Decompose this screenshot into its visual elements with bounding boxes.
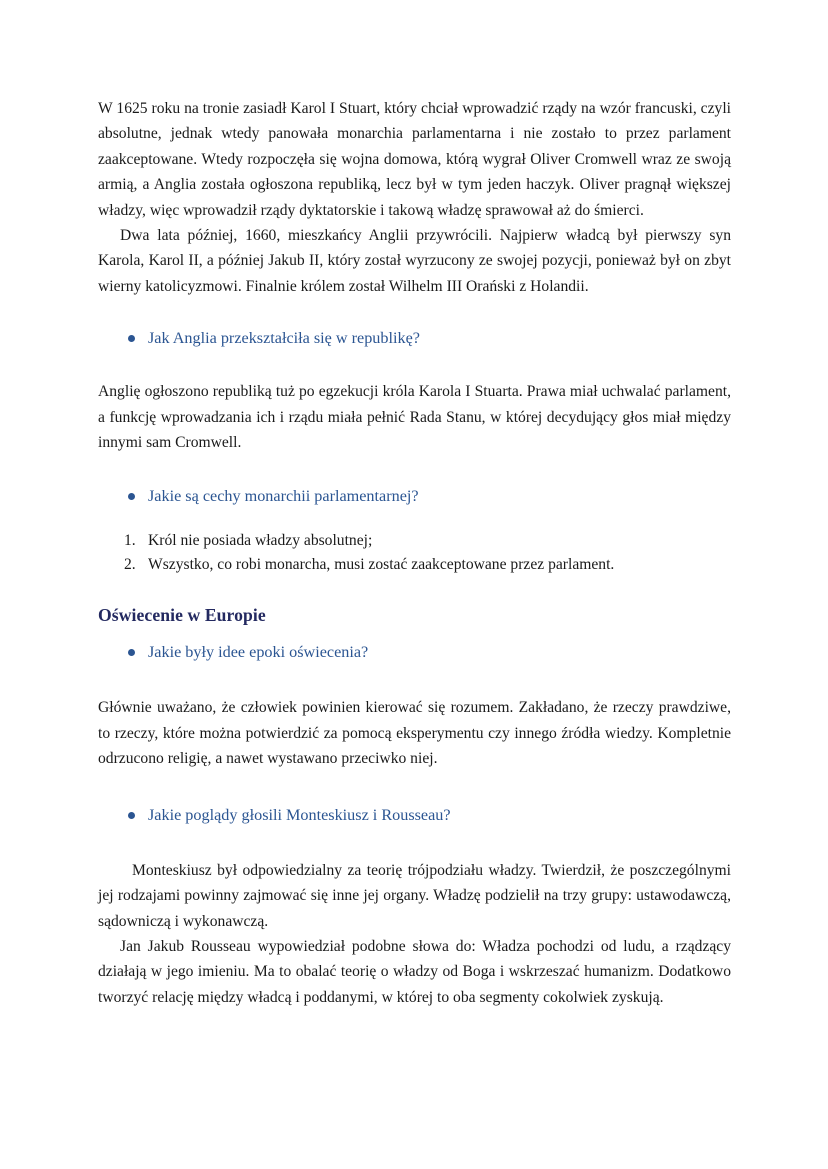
- question-heading-3: [98, 639, 731, 665]
- spacer: [98, 455, 731, 483]
- list-item-number: 2.: [124, 556, 136, 574]
- paragraph-4: Głównie uważano, że człowiek powinien kierować się rozumem. Zakładano, że rzeczy prawdziwe, to rzeczy, które można potwierdzić za pomocą eksperymentu czy innego źródła wiedzy. Kompletnie odrzucono religię, a nawet wystawano przeciwko niej.: [98, 699, 731, 768]
- spacer: [98, 772, 731, 802]
- question-heading-1-label: Jak Anglia przekształciła się w republikę?: [148, 329, 420, 348]
- bullet-icon: [128, 812, 135, 819]
- spacer: [98, 351, 731, 379]
- spacer: [98, 577, 731, 603]
- paragraph-6: Jan Jakub Rousseau wypowiedział podobne słowa do: Władza pochodzi od ludu, a rządzący działają w jego imieniu. Ma to obalać teorię o władzy od Boga i wskrzeszać humanizm. Dodatkowo tworzyć relację między władcą i poddanymi, w której to oba segmenty cokolwiek zyskują.: [98, 937, 731, 1006]
- document-content: [98, 96, 731, 1010]
- question-heading-1: [98, 325, 731, 351]
- spacer: [98, 299, 731, 325]
- spacer: [98, 509, 731, 529]
- section-heading: Oświecenie w Europie: [98, 605, 266, 626]
- spacer: [98, 627, 731, 639]
- spacer: [98, 828, 731, 858]
- numbered-list: [98, 529, 731, 577]
- paragraph-1: W 1625 roku na tronie zasiadł Karol I Stuart, który chciał wprowadzić rządy na wzór francuski, czyli absolutne, jednak wtedy panowała monarchia parlamentarna i nie zostało to przez parlament zaakceptowane. Wtedy rozpoczęła się wojna domowa, którą wygrał Oliver Cromwell wraz ze swoją armią, a Anglia została ogłoszona republiką, lecz był w tym jeden haczyk. Oliver pragnął większej władzy, więc wprowadził rządy dyktatorskie i takową władzę sprawował aż do śmierci.: [98, 100, 731, 219]
- question-heading-4-label: Jakie poglądy głosili Monteskiusz i Rousseau?: [148, 805, 451, 824]
- list-item: [98, 529, 731, 553]
- paragraph-5: Monteskiusz był odpowiedzialny za teorię trójpodziału władzy. Twierdził, że poszczególnymi jej rodzajami powinny zajmować się inne jej organy. Władzę podzielił na trzy grupy: ustawodawczą, sądowniczą i wykonawczą.: [98, 861, 731, 930]
- paragraph-2: Dwa lata później, 1660, mieszkańcy Anglii przywrócili. Najpierw władcą był pierwszy syn Karola, Karol II, a później Jakub II, który został wyrzucony ze swojej pozycji, ponieważ był on zbyt wierny katolicyzmowi. Finalnie królem został Wilhelm III Orański z Holandii.: [98, 227, 731, 295]
- list-item-label: Król nie posiada władzy absolutnej;: [148, 532, 373, 550]
- question-heading-2-label: Jakie są cechy monarchii parlamentarnej?: [148, 487, 419, 506]
- question-heading-2: [98, 483, 731, 509]
- list-item-label: Wszystko, co robi monarcha, musi zostać zaakceptowane przez parlament.: [148, 556, 615, 574]
- spacer: [98, 665, 731, 695]
- bullet-icon: [128, 649, 135, 656]
- paragraph-3: Anglię ogłoszono republiką tuż po egzekucji króla Karola I Stuarta. Prawa miał uchwalać parlament, a funkcję wprowadzania ich i rządu miała pełnić Rada Stanu, w której decydujący głos miał między innymi sam Cromwell.: [98, 383, 731, 452]
- list-item: [98, 553, 731, 577]
- bullet-icon: [128, 335, 135, 342]
- list-item-number: 1.: [124, 532, 136, 550]
- question-heading-3-label: Jakie były idee epoki oświecenia?: [148, 643, 369, 662]
- bullet-icon: [128, 493, 135, 500]
- question-heading-4: [98, 802, 731, 828]
